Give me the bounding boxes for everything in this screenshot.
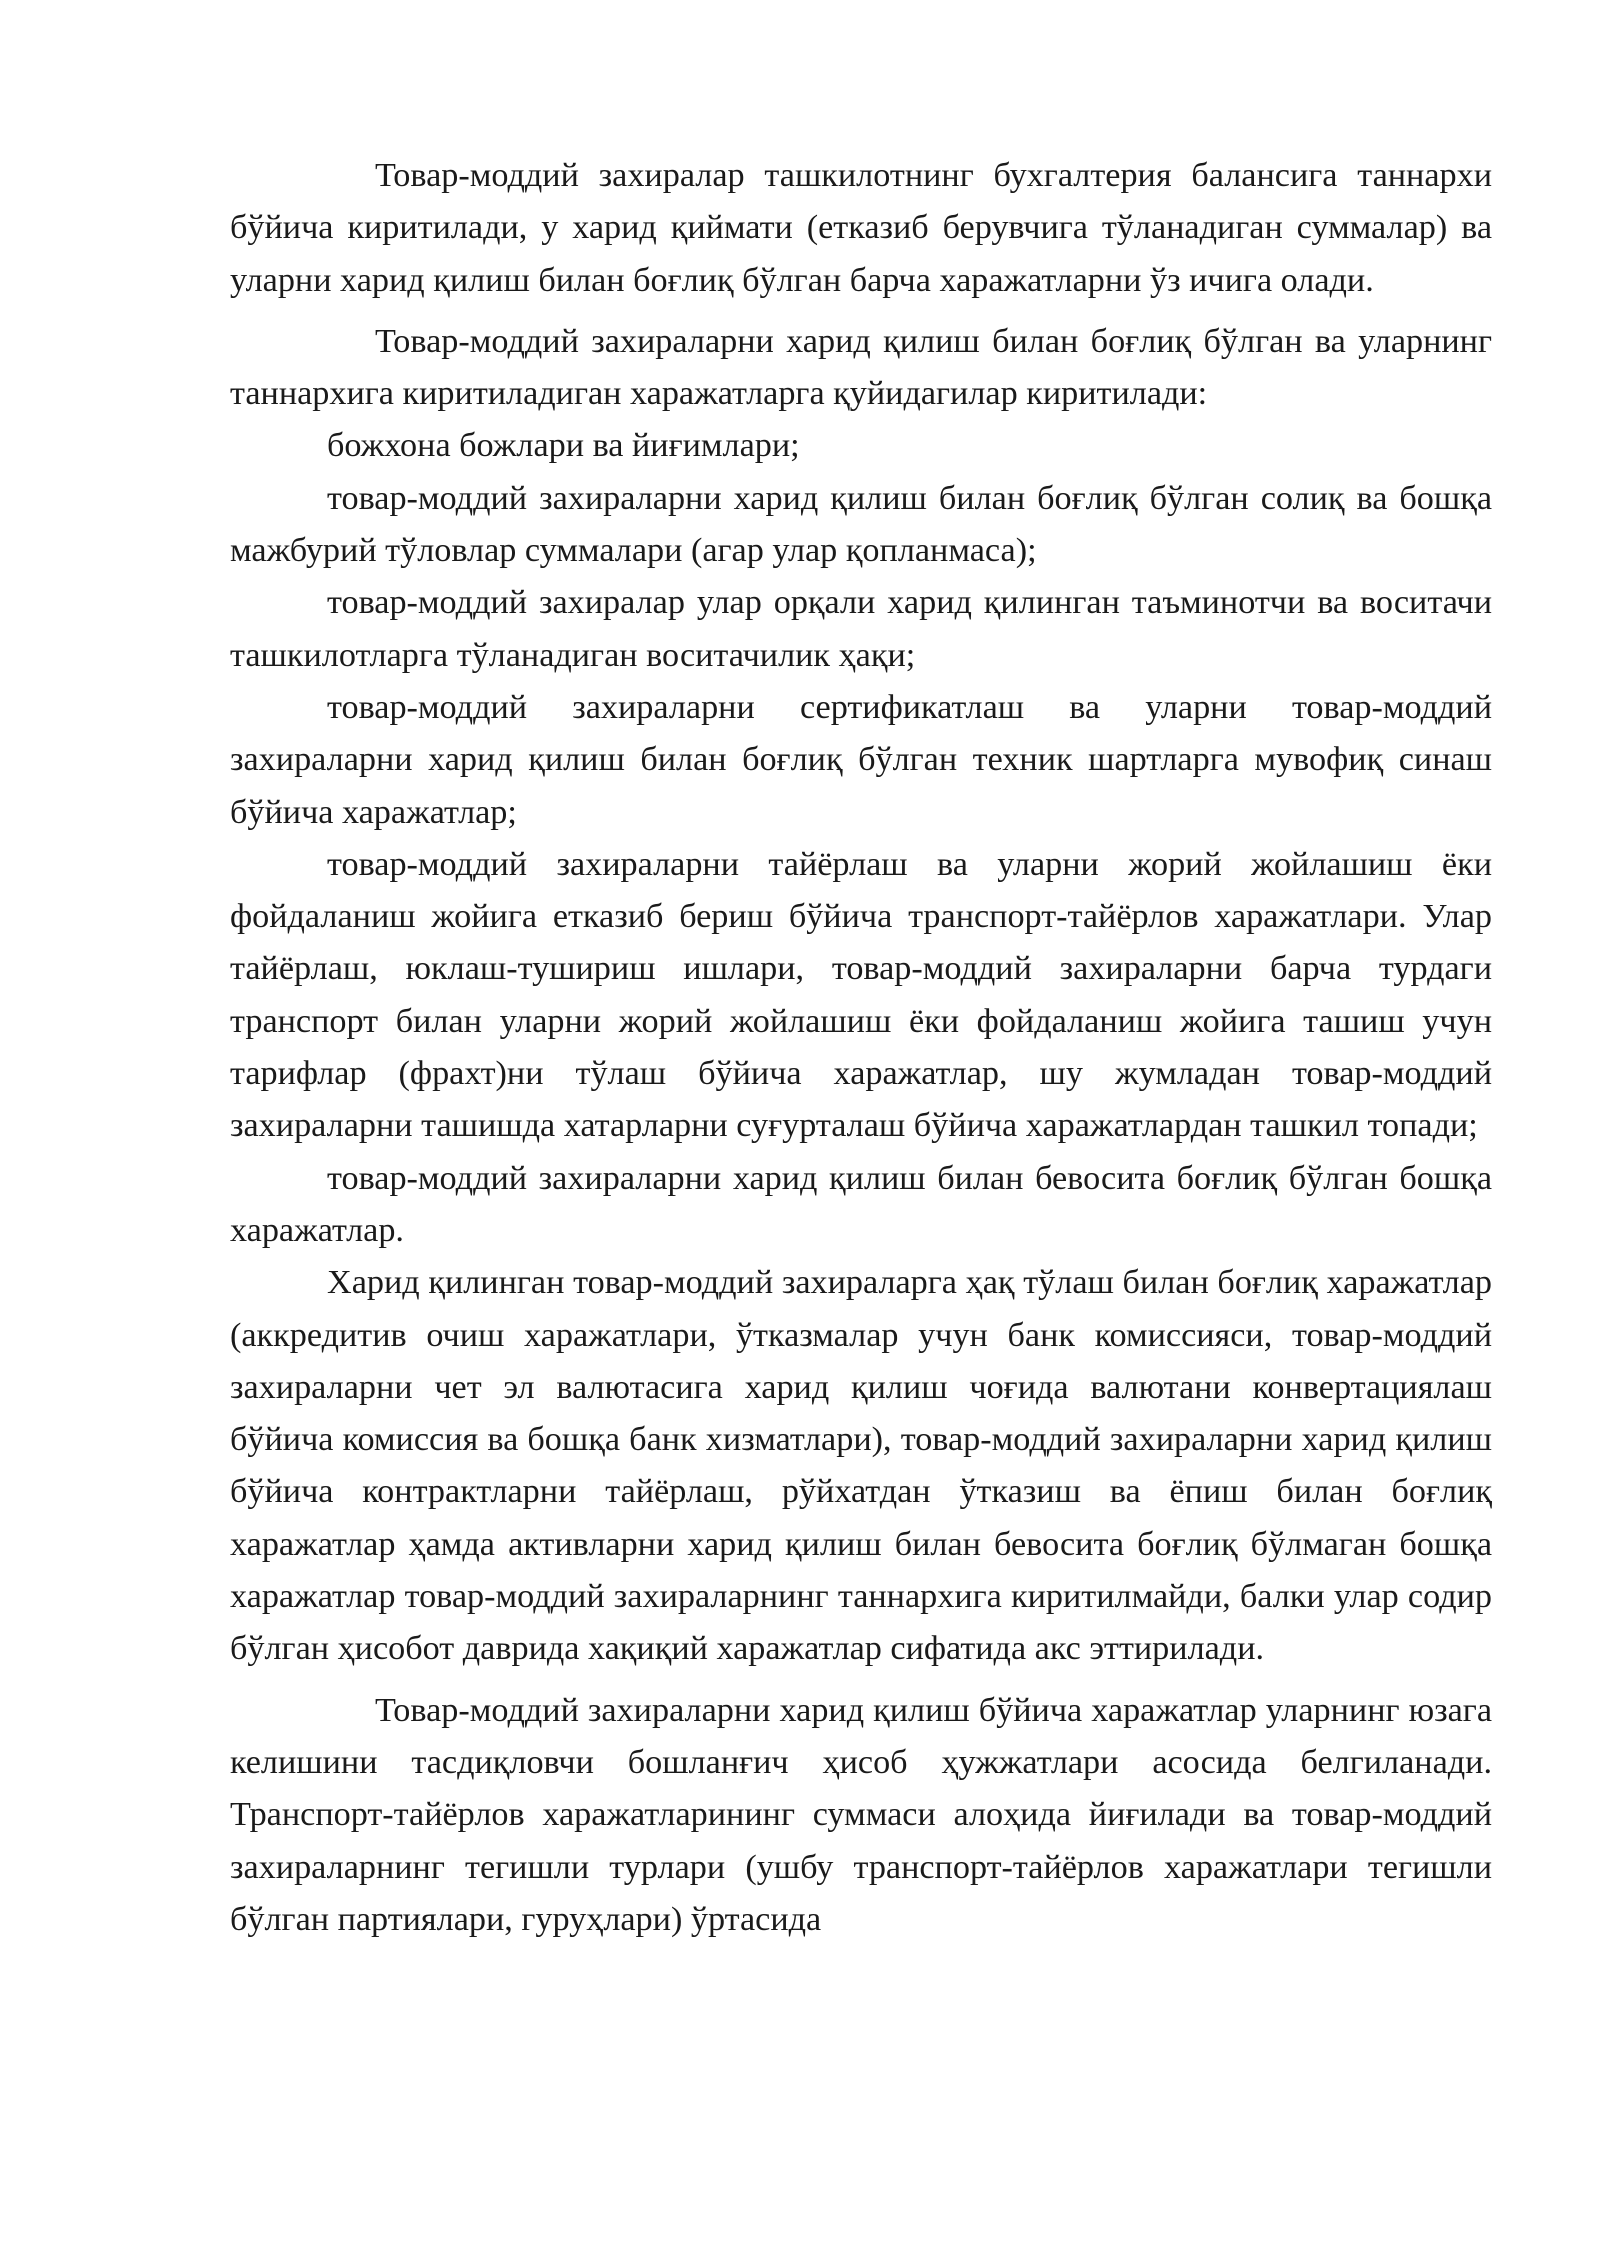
document-page [230, 150, 1492, 1946]
list-item-1: божхона божлари ва йиғимлари; [327, 427, 800, 465]
list-item-3: товар-моддий захиралар улар орқали харид қилинган таъминотчи ва воситачи ташкилотларга тўланадиган воситачилик ҳақи; [230, 584, 1492, 674]
list-item-4: товар-моддий захираларни сертификатлаш ва уларни товар-моддий захираларни харид қилиш билан боғлиқ бўлган техник шартларга мувофиқ синаш бўйича харажатлар; [230, 688, 1492, 831]
paragraph-1: Товар-моддий захиралар ташкилотнинг бухгалтерия балансига таннархи бўйича киритилади, у харид қиймати (етказиб берувчига тўланадиган суммалар) ва уларни харид қилиш билан боғлиқ бўлган барча харажатларни ўз ичига олади. [230, 157, 1492, 299]
list-item-6: товар-моддий захираларни харид қилиш билан бевосита боғлиқ бўлган бошқа харажатлар. [230, 1159, 1492, 1249]
paragraph-2: Товар-моддий захираларни харид қилиш билан боғлиқ бўлган ва уларнинг таннархига киритиладиган харажатларга қуйидагилар киритилади: [230, 322, 1492, 413]
list-item-5: товар-моддий захираларни тайёрлаш ва уларни жорий жойлашиш ёки фойдаланиш жойига етказиб бериш бўйича транспорт-тайёрлов харажатлари. Улар тайёрлаш, юклаш-тушириш ишлари, товар-моддий захираларни барча турдаги транспорт билан уларни жорий жойлашиш ёки фойдаланиш жойига ташиш учун тарифлар (фрахт)ни тўлаш бўйича харажатлар, шу жумладан товар-моддий захираларни ташишда хатарларни суғурталаш бўйича харажатлардан ташкил топади; [230, 845, 1492, 1145]
list-item-2: товар-моддий захираларни харид қилиш билан боғлиқ бўлган солиқ ва бошқа мажбурий тўловлар суммалари (агар улар қопланмаса); [230, 479, 1492, 570]
paragraph-3: Харид қилинган товар-моддий захираларга ҳақ тўлаш билан боғлиқ харажатлар (аккредитив очиш харажатлари, ўтказмалар учун банк комиссияси, товар-моддий захираларни чет эл валютасига харид қилиш чоғида валютани конвертациялаш бўйича комиссия ва бошқа банк хизматлари), товар-моддий захираларни харид қилиш бўйича контрактларни тайёрлаш, рўйхатдан ўтказиш ва ёпиш билан боғлиқ харажатлар ҳамда активларни харид қилиш билан бевосита боғлиқ бўлмаган бошқа харажатлар товар-моддий захираларнинг таннархига киритилмайди, балки улар содир бўлган ҳисобот даврида хақиқий харажатлар сифатида акс эттирилади. [230, 1264, 1492, 1668]
paragraph-4: Товар-моддий захираларни харид қилиш бўйича харажатлар уларнинг юзага келишини тасдиқловчи бошланғич ҳисоб ҳужжатлари асосида белгиланади. Транспорт-тайёрлов харажатларининг суммаси алоҳида йиғилади ва товар-моддий захираларнинг тегишли турлари (ушбу транспорт-тайёрлов харажатлари тегишли бўлган партиялари, гуруҳлари) ўртасида [230, 1691, 1492, 1938]
